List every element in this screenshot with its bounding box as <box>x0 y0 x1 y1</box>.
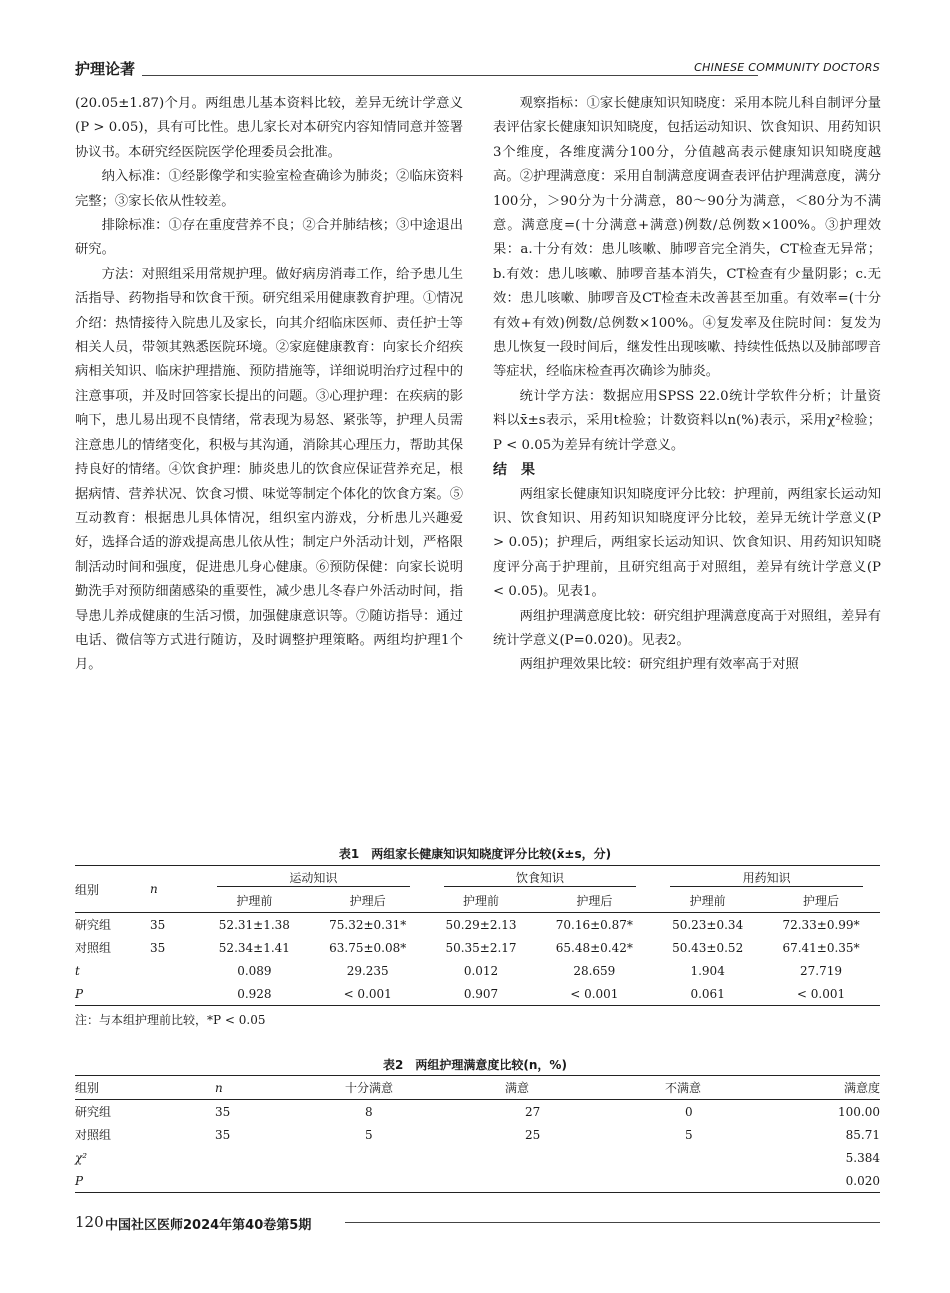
paragraph: 观察指标：①家长健康知识知晓度：采用本院儿科自制评分量表评估家长健康知识知晓度，包括运动知识、饮食知识、用药知识3个维度，各维度满分100分，分值越高表示健康知识知晓度越高。②护理满意度：采用自制满意度调查表评估护理满意度，满分100分，＞90分为十分满意，80～90分为满意，＜80分为不满意。满意度=(十分满意+满意)例数/总例数×100%。③护理效果：a.十分有效：患儿咳嗽、肺啰音完全消失，CT检查无异常；b.有效：患儿咳嗽、肺啰音基本消失，CT检查有少量阴影；c.无效：患儿咳嗽、肺啰音及CT检查未改善甚至加重。有效率=(十分有效+有效)例数/总例数×100%。④复发率及住院时间：复发为患儿恢复一段时间后，继发性出现咳嗽、持续性低热以及肺部啰音等症状，经临床检查再次确诊为肺炎。 <box>493 96 881 380</box>
table1 <box>75 865 880 1006</box>
paragraph: 两组家长健康知识知晓度评分比较：护理前，两组家长运动知识、饮食知识、用药知识知晓度评分比较，差异无统计学意义(P > 0.05)；护理后，两组家长运动知识、饮食知识、用药知识知晓度评分高于护理前，且研究组高于对照组，差异有统计学意义(P < 0.05)。见表1。 <box>493 486 881 600</box>
header-rule <box>142 75 758 76</box>
paragraph: 两组护理效果比较：研究组护理有效率高于对照 <box>519 657 799 673</box>
table1-subheader: 护理前 <box>689 894 726 908</box>
table-row: 对照组 35 52.34±1.41 63.75±0.08* 50.35±2.17 65.48±0.42* 50.43±0.52 67.41±0.35* <box>75 940 860 955</box>
table1-group-header: 运动知识 <box>200 866 427 890</box>
table-row: 研究组 35 8 27 0 100.00 <box>75 1104 880 1119</box>
paragraph: 纳入标准：①经影像学和实验室检查确诊为肺炎；②临床资料完整；③家长依从性较差。 <box>75 169 463 209</box>
table-row: 研究组 35 52.31±1.38 75.32±0.31* 50.29±2.13 70.16±0.87* 50.23±0.34 72.33±0.99* <box>75 917 860 932</box>
section-heading: 结 果 <box>493 462 535 479</box>
table1-header: n <box>150 866 200 913</box>
table1-group-header: 饮食知识 <box>427 866 654 890</box>
table1-group-header: 用药知识 <box>653 866 880 890</box>
table2-header: 满意 <box>505 1081 530 1095</box>
table1-subheader: 护理前 <box>463 894 500 908</box>
table-row: χ² 5.384 <box>75 1150 880 1165</box>
paragraph: 排除标准：①存在重度营养不良；②合并肺结核；③中途退出研究。 <box>75 218 463 258</box>
section-title: 护理论著 <box>75 60 136 78</box>
journal-issue: 中国社区医师2024年第40卷第5期 <box>105 1218 312 1233</box>
table-row: 对照组 35 5 25 5 85.71 <box>75 1127 880 1142</box>
table1-subheader: 护理前 <box>236 894 273 908</box>
right-column <box>493 92 881 678</box>
table1-note: 注：与本组护理前比较，*P < 0.05 <box>75 1013 266 1027</box>
footer-rule <box>345 1222 880 1223</box>
paragraph: 方法：对照组采用常规护理。做好病房消毒工作，给予患儿生活指导、药物指导和饮食干预。研究组采用健康教育护理。①情况介绍：热情接待入院患儿及家长，向其介绍临床医师、责任护士等相关人员，带领其熟悉医院环境。②家庭健康教育：向家长介绍疾病相关知识、临床护理措施、预防措施等，详细说明治疗过程中的注意事项，并及时回答家长提出的问题。③心理护理：在疾病的影响下，患儿易出现不良情绪，常表现为易怒、紧张等，护理人员需注意患儿的情绪变化，积极与其沟通，消除其心理压力，帮助其保持良好的情绪。④饮食护理：肺炎患儿的饮食应保证营养充足，根据病情、营养状况、饮食习惯、味觉等制定个体化的饮食方案。⑤互动教育：根据患儿具体情况，组织室内游戏，分析患儿兴趣爱好，选择合适的游戏提高患儿依从性；制定户外活动计划，严格限制活动时间和强度，促进患儿身心健康。⑥预防保健：向家长说明勤洗手对预防细菌感染的重要性，减少患儿冬春户外活动时间，指导患儿养成健康的生活习惯，加强健康意识等。⑦随访指导：通过电话、微信等方式进行随访，及时调整护理策略。两组均护理1个月。 <box>75 266 463 673</box>
paragraph: (20.05±1.87)个月。两组患儿基本资料比较，差异无统计学意义(P > 0.05)，具有可比性。患儿家长对本研究内容知情同意并签署协议书。本研究经医院医学伦理委员会批准。 <box>75 96 463 160</box>
paragraph: 两组护理满意度比较：研究组护理满意度高于对照组，差异有统计学意义(P=0.020)。见表2。 <box>493 608 881 648</box>
paragraph: 统计学方法：数据应用SPSS 22.0统计学软件分析；计量资料以x̄±s表示，采用t检验；计数资料以n(%)表示，采用χ²检验；P < 0.05为差异有统计学意义。 <box>493 388 881 453</box>
journal-name: CHINESE COMMUNITY DOCTORS <box>694 61 880 74</box>
table1-caption: 表1 两组家长健康知识知晓度评分比较(x̄±s，分) <box>338 847 612 861</box>
table2-header: 十分满意 <box>345 1081 394 1095</box>
left-column <box>75 92 463 678</box>
table-row: P 0.020 <box>75 1169 880 1193</box>
table2-header: 组别 <box>75 1081 100 1095</box>
page-number: 120 <box>75 1213 104 1231</box>
table2 <box>75 1075 880 1193</box>
table1-subheader: 护理后 <box>349 894 386 908</box>
table2-header: 不满意 <box>665 1081 702 1095</box>
table2-caption: 表2 两组护理满意度比较(n，%) <box>383 1058 567 1072</box>
table2-header: n <box>215 1080 223 1095</box>
table1-subheader: 护理后 <box>576 894 613 908</box>
table1-subheader: 护理后 <box>803 894 840 908</box>
table-row: P 0.928 < 0.001 0.907 < 0.001 0.061 < 0.001 <box>75 982 880 1006</box>
table1-header: 组别 <box>75 866 150 913</box>
table-row: t 0.089 29.235 0.012 28.659 1.904 27.719 <box>75 963 842 978</box>
table2-header: 满意度 <box>843 1081 880 1095</box>
